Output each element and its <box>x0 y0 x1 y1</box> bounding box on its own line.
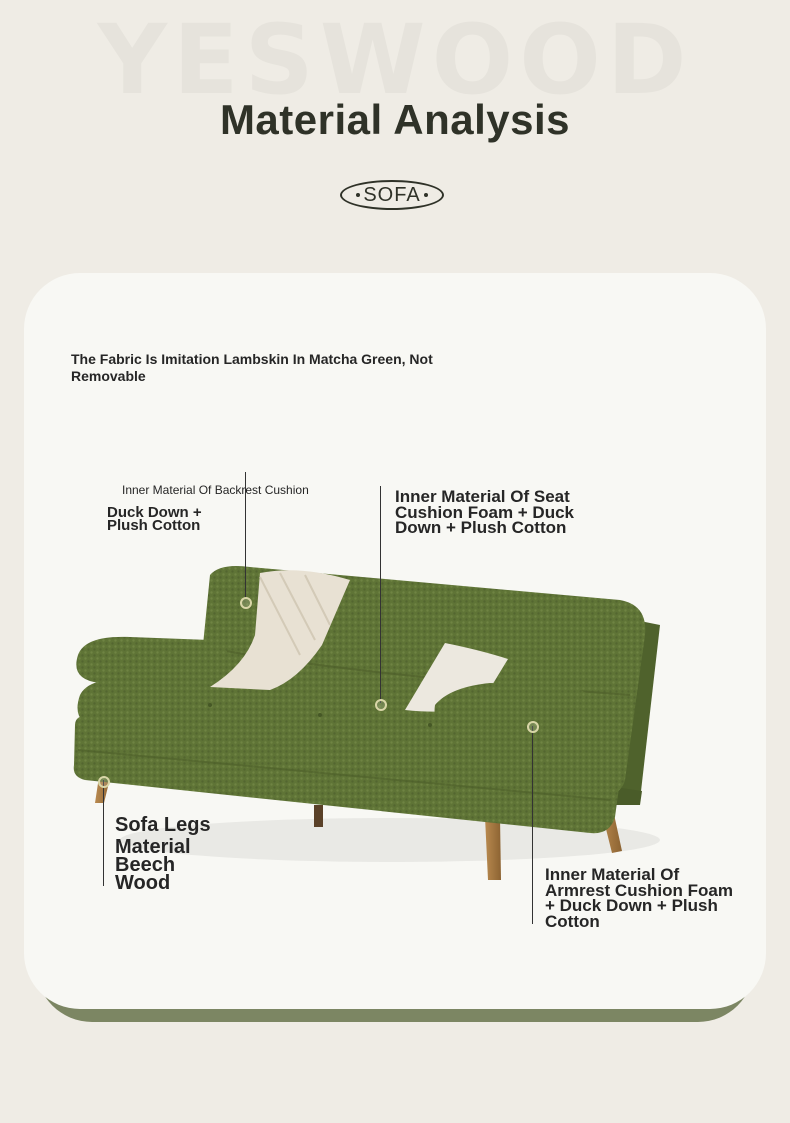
page-title: Material Analysis <box>219 96 571 143</box>
badge-dot-left <box>356 193 360 197</box>
sofa-leg-back-middle <box>314 805 323 827</box>
backrest-callout <box>107 506 202 532</box>
seat-line-1: Inner Material Of Seat <box>395 487 570 506</box>
brand-watermark <box>0 12 790 108</box>
hotspot-armrest[interactable] <box>527 721 539 733</box>
armrest-line-2: Armrest Cushion Foam <box>545 880 733 900</box>
badge-dot-right <box>424 193 428 197</box>
backrest-line-1: Duck Down + <box>107 504 202 521</box>
hotspot-backrest[interactable] <box>240 597 252 609</box>
legs-line-3: Beech <box>115 854 176 876</box>
seat-callout <box>395 489 574 536</box>
armrest-callout <box>545 867 733 929</box>
hotspot-legs[interactable] <box>98 776 110 788</box>
leader-line-legs <box>103 780 104 886</box>
armrest-line-3: + Duck Down + Plush <box>545 896 718 915</box>
legs-line-2: Material <box>115 836 191 858</box>
backrest-heading: Inner Material Of Backrest Cushion <box>122 483 309 497</box>
backrest-line-2: Plush Cotton <box>107 517 201 534</box>
sofa-armrest-left <box>76 637 228 685</box>
seat-line-3: Down + Plush Cotton <box>395 518 567 537</box>
legs-line-1: Sofa Legs <box>115 814 211 836</box>
leader-line-seat <box>380 486 381 703</box>
seat-line-2: Cushion Foam + Duck <box>395 502 574 522</box>
fabric-note: The Fabric Is Imitation Lambskin In Matcha Green, Not Removable <box>71 351 433 384</box>
sofa-badge <box>340 180 444 210</box>
leader-line-armrest <box>532 726 533 924</box>
sofa-leg-front-right <box>485 817 501 880</box>
armrest-line-4: Cotton <box>545 911 600 931</box>
legs-line-4: Wood <box>115 872 171 894</box>
armrest-line-1: Inner Material Of <box>545 865 680 884</box>
badge-label: SOFA <box>363 183 421 206</box>
hotspot-seat[interactable] <box>375 699 387 711</box>
legs-callout <box>115 816 211 892</box>
